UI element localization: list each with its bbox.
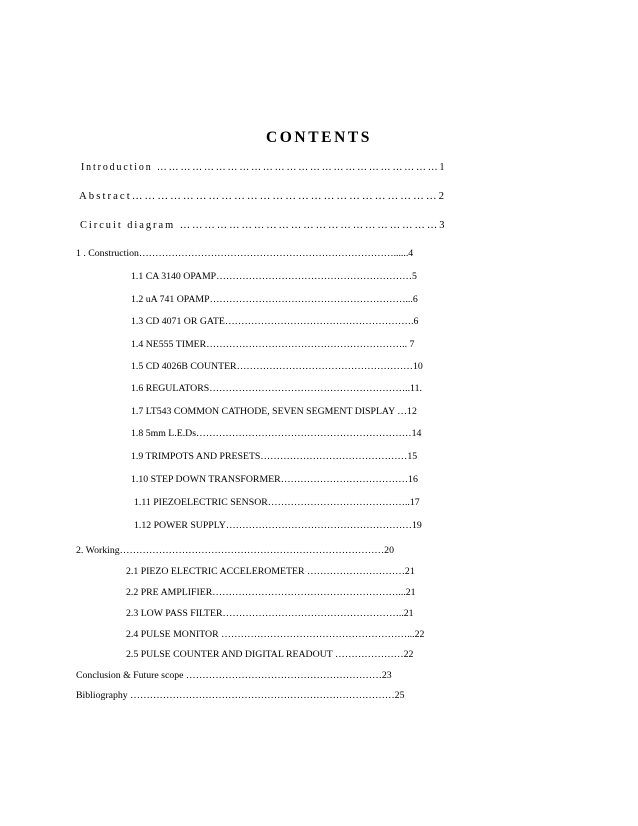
- toc-entry-2-2: 2.2 PRE AMPLIFIER…………………………………………………...21: [126, 587, 416, 598]
- toc-entry-1-1: 1.1 CA 3140 OPAMP……………………………………………………5: [131, 271, 417, 282]
- toc-entry-2-3: 2.3 LOW PASS FILTER………………………………………………..21: [126, 608, 414, 619]
- toc-entry-1-10: 1.10 STEP DOWN TRANSFORMER…………………………………16: [131, 474, 418, 485]
- toc-entry-1-6: 1.6 REGULATORS……………………………………………………..11.: [131, 383, 422, 394]
- toc-entry-working: 2. Working………………………………………………………………………20: [76, 545, 394, 556]
- toc-entry-conclusion: Conclusion & Future scope ……………………………………………………23: [76, 670, 392, 681]
- toc-entry-abstract: Abstract………………………………………………………………2: [79, 190, 447, 202]
- toc-entry-circuit-diagram: Circuit diagram ………………………………………………………3: [80, 219, 447, 231]
- toc-entry-2-4: 2.4 PULSE MONITOR …………………………………………………...22: [126, 629, 425, 640]
- toc-entry-1-12: 1.12 POWER SUPPLY…………………………………………………19: [134, 520, 422, 531]
- toc-entry-1-8: 1.8 5mm L.E.Ds…………………………………………………………14: [131, 428, 422, 439]
- toc-entry-introduction: Introduction ………………………………………………………………1: [81, 161, 447, 173]
- toc-entry-construction: 1 . Construction……………………………………………………………………......4: [76, 248, 414, 259]
- toc-entry-bibliography: Bibliography ………………………………………………………………………25: [76, 690, 405, 701]
- toc-entry-1-3: 1.3 CD 4071 OR GATE………………………………………………….6: [131, 316, 419, 327]
- page-title: CONTENTS: [265, 129, 373, 146]
- toc-entry-1-4: 1.4 NE555 TIMER…………………………………………………….. 7: [131, 339, 415, 350]
- toc-entry-2-5: 2.5 PULSE COUNTER AND DIGITAL READOUT …………………22: [126, 649, 414, 660]
- toc-entry-1-5: 1.5 CD 4026B COUNTER………………………………………………10: [131, 361, 423, 372]
- toc-entry-1-9: 1.9 TRIMPOTS AND PRESETS………………………………………15: [131, 451, 418, 462]
- toc-entry-2-1: 2.1 PIEZO ELECTRIC ACCELEROMETER …………………………21: [126, 566, 415, 577]
- toc-entry-1-7: 1.7 LT543 COMMON CATHODE, SEVEN SEGMENT DISPLAY …12: [131, 406, 417, 417]
- toc-entry-1-2: 1.2 uA 741 OPAMP……………………………………………………...6: [131, 294, 418, 305]
- toc-entry-1-11: 1.11 PIEZOELECTRIC SENSOR……………………………………..17: [134, 497, 420, 508]
